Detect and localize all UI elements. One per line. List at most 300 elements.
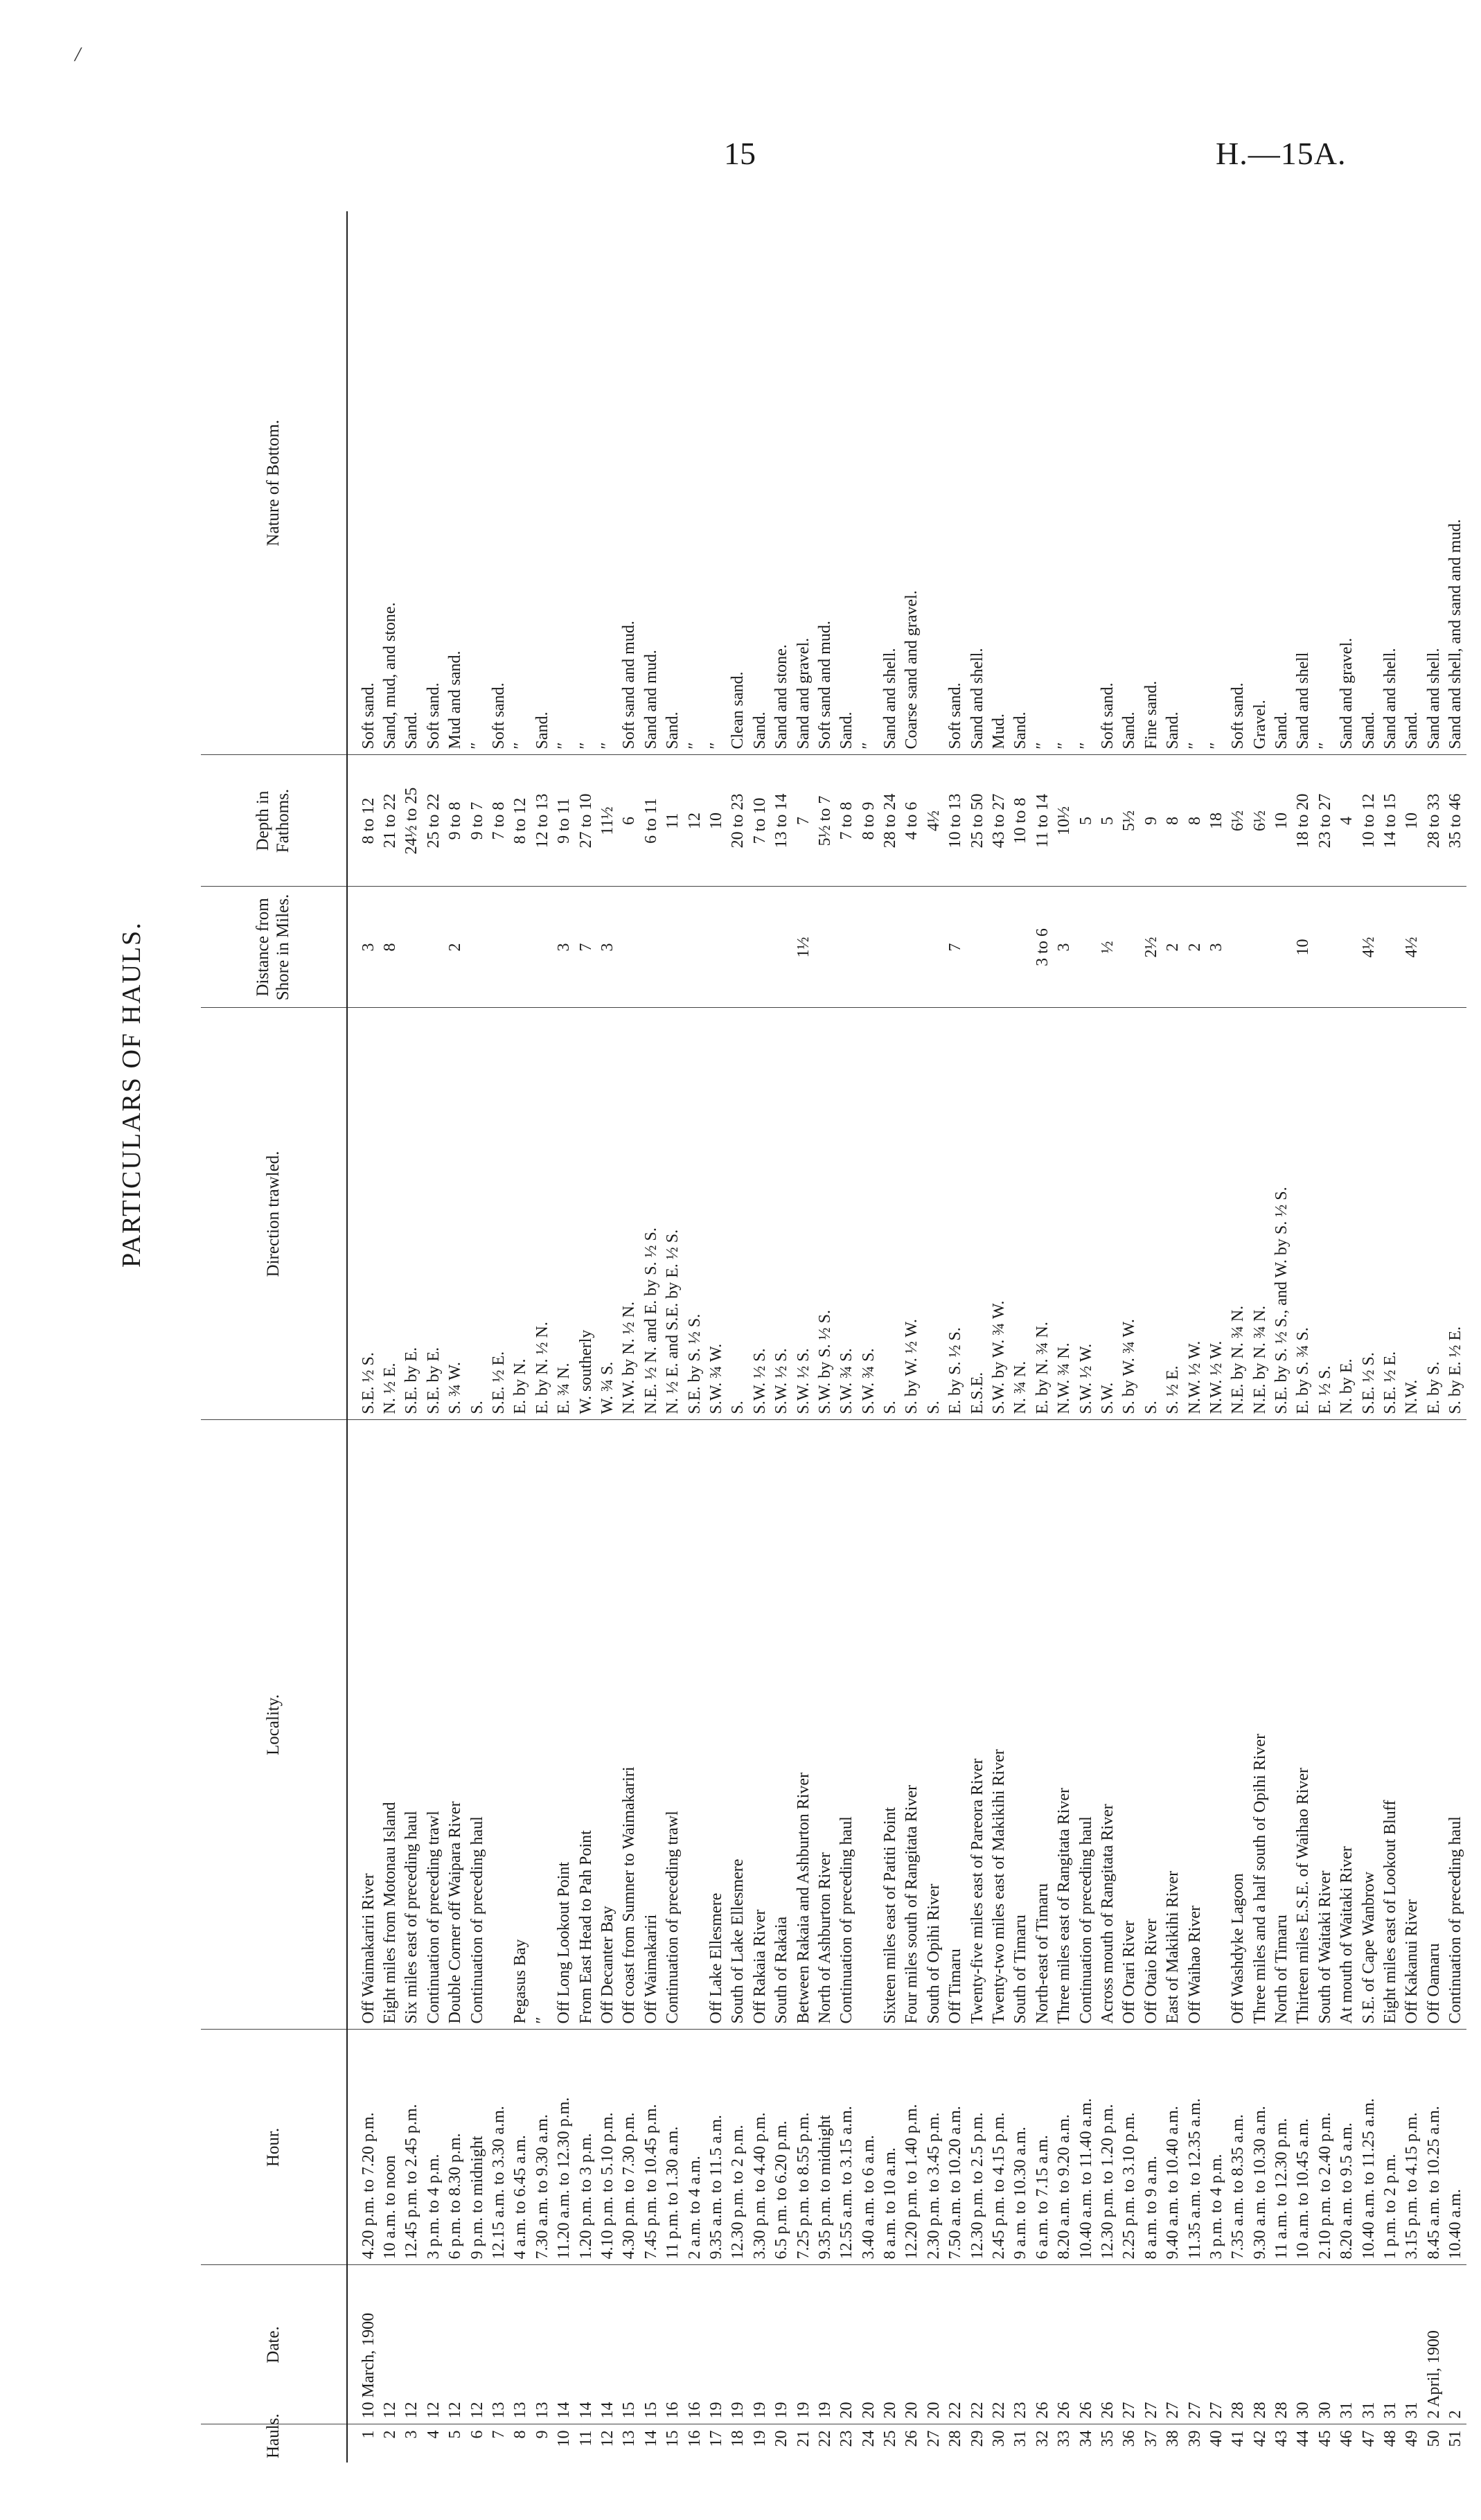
cell-direction: S. ½ E. [1162,1008,1183,1420]
cell-locality: Off Orari River [1119,1420,1140,2030]
cell-depth: 8 to 9 [858,755,879,887]
cell-depth: 28 to 24 [879,755,901,887]
cell-distance: 3 [1205,887,1227,1008]
table-row [727,211,749,2463]
cell-bottom: Soft sand. [423,211,444,755]
cell-locality: South of Waitaki River [1314,1420,1336,2030]
cell-haul: 21 [794,2430,813,2447]
table-row [749,211,770,2463]
cell-direction: E. ½ S. [1314,1008,1336,1420]
cell-haul: 23 [837,2430,856,2447]
cell-haul: 44 [1294,2430,1313,2447]
cell-distance: 3 [347,887,379,1008]
cell-haul: 22 [815,2430,834,2447]
cell-hour: 3 p.m. to 4 p.m. [423,2030,444,2265]
table-row [575,211,596,2463]
cell-bottom: Gravel. [1249,211,1270,755]
cell-distance [1379,887,1401,1008]
cell-date: 10 March, 1900 [347,2265,379,2424]
cell-bottom: Sand. [1270,211,1292,755]
table-row [879,211,901,2463]
cell-bottom: ″ [466,211,488,755]
cell-hour: 4.20 p.m. to 7.20 p.m. [347,2030,379,2265]
table-row [1445,211,1466,2463]
cell-hour: 8.20 a.m. to 9.5 a.m. [1336,2030,1358,2265]
cell-locality: Off Waimakariri River [347,1420,379,2030]
cell-date: 13 [488,2265,509,2424]
table-row [1379,211,1401,2463]
cell-depth: 7 to 8 [836,755,858,887]
cell-direction: S.W. ¾ S. [858,1008,879,1420]
cell-hour: 3 p.m. to 4 p.m. [1205,2030,1227,2265]
cell-hour: 7.25 p.m. to 8.55 p.m. [792,2030,814,2265]
cell-direction: S.W. ½ W. [1075,1008,1097,1420]
cell-date: 20 [901,2265,923,2424]
cell-depth: 5½ [1119,755,1140,887]
table-row [1097,211,1118,2463]
table-row [466,211,488,2463]
cell-locality: Thirteen miles E.S.E. of Waihao River [1293,1420,1314,2030]
cell-hour: 12.30 p.m. to 1.20 p.m. [1097,2030,1118,2265]
cell-hour: 1 p.m. to 2 p.m. [1379,2030,1401,2265]
cell-bottom: Sand. [662,211,683,755]
cell-distance [619,887,640,1008]
cell-direction: S. [1140,1008,1162,1420]
table-row [1249,211,1270,2463]
cell-distance: 4½ [1358,887,1379,1008]
table-row [1205,211,1227,2463]
cell-direction: S. [727,1008,749,1420]
cell-distance [923,887,944,1008]
cell-hour: 7.45 p.m. to 10.45 p.m. [640,2030,662,2265]
cell-depth: 28 to 33 [1423,755,1444,887]
cell-bottom: ″ [1205,211,1227,755]
cell-direction: N.W. ¾ N. [1054,1008,1075,1420]
cell-locality: From East Head to Pah Point [575,1420,596,2030]
cell-locality: Off Washdyke Lagoon [1227,1420,1249,2030]
cell-depth: 8 [1184,755,1205,887]
cell-locality: ″ [531,1420,553,2030]
cell-date: 26 [1054,2265,1075,2424]
cell-hour: 9.35 p.m. to midnight [814,2030,835,2265]
cell-bottom: Soft sand. [1097,211,1118,755]
cell-bottom: Sand and shell. [1423,211,1444,755]
cell-distance [1314,887,1336,1008]
cell-locality: Off coast from Sumner to Waimakariri [619,1420,640,2030]
cell-haul: 43 [1272,2430,1291,2447]
cell-depth: 20 to 23 [727,755,749,887]
cell-depth: 7 to 8 [488,755,509,887]
cell-direction: S. [923,1008,944,1420]
cell-locality: North-east of Timaru [1031,1420,1053,2030]
cell-direction: E. by N. ¾ N. [1031,1008,1053,1420]
cell-date: 19 [792,2265,814,2424]
cell-haul: 37 [1142,2430,1160,2447]
cell-depth: 43 to 27 [988,755,1009,887]
cell-direction: S.E. ½ E. [1379,1008,1401,1420]
cell-locality: Off Decanter Bay [596,1420,618,2030]
table-row [1075,211,1097,2463]
cell-date: 26 [1031,2265,1053,2424]
cell-bottom: Sand, mud, and stone. [379,211,400,755]
cell-hour: 9 p.m. to midnight [466,2030,488,2265]
cell-date: 16 [684,2265,705,2424]
table-row [1270,211,1292,2463]
cell-distance [1010,887,1031,1008]
table-row [662,211,683,2463]
cell-hour: 11.35 a.m. to 12.35 a.m. [1184,2030,1205,2265]
table-row [836,211,858,2463]
cell-bottom: Soft sand and mud. [814,211,835,755]
cell-haul: 28 [946,2430,965,2447]
cell-direction: S.E. ½ S. [347,1008,379,1420]
cell-hour: 8 a.m. to 10 a.m. [879,2030,901,2265]
table-row [553,211,575,2463]
cell-distance: 3 to 6 [1031,887,1053,1008]
cell-direction: N.W. ½ W. [1205,1008,1227,1420]
cell-direction: W. ¾ S. [596,1008,618,1420]
cell-bottom: Coarse sand and gravel. [901,211,923,755]
cell-depth: 8 to 12 [510,755,531,887]
cell-bottom: Soft sand. [1227,211,1249,755]
cell-locality: South of Lake Ellesmere [727,1420,749,2030]
cell-haul: 32 [1033,2430,1052,2447]
cell-hour: 2.45 p.m. to 4.15 p.m. [988,2030,1009,2265]
cell-bottom: Sand and gravel. [1336,211,1358,755]
cell-depth: 23 to 27 [1314,755,1336,887]
cell-distance [1336,887,1358,1008]
cell-haul: 5 [446,2430,465,2439]
cell-hour: 1.20 p.m. to 3 p.m. [575,2030,596,2265]
cell-depth: 10 to 12 [1358,755,1379,887]
cell-locality: Off Waihao River [1184,1420,1205,2030]
cell-haul: 48 [1381,2430,1400,2447]
table-row [1119,211,1140,2463]
cell-haul: 12 [598,2430,617,2447]
cell-locality: Sixteen miles east of Patiti Point [879,1420,901,2030]
cell-distance: 2 [1184,887,1205,1008]
table-row [1010,211,1031,2463]
cell-hour: 2 a.m. to 4 a.m. [684,2030,705,2265]
cell-hour: 10 a.m. to 10.45 a.m. [1293,2030,1314,2265]
cell-depth: 8 [1162,755,1183,887]
cell-depth: 6 to 11 [640,755,662,887]
cell-locality: Off Lake Ellesmere [705,1420,727,2030]
table-row [1054,211,1075,2463]
cell-hour: 3.30 p.m. to 4.40 p.m. [749,2030,770,2265]
cell-distance: 1½ [792,887,814,1008]
cell-date: 20 [879,2265,901,2424]
cell-bottom: Sand. [401,211,423,755]
cell-distance: 8 [379,887,400,1008]
cell-direction: S. [466,1008,488,1420]
header-date: Date. [201,2265,347,2424]
cell-date: 19 [705,2265,727,2424]
cell-hour: 9.30 a.m. to 10.30 a.m. [1249,2030,1270,2265]
cell-date: 12 [423,2265,444,2424]
cell-direction: S. by E. ½ E. [1445,1008,1466,1420]
cell-direction: S. [879,1008,901,1420]
cell-date: 26 [1097,2265,1118,2424]
cell-date: 19 [727,2265,749,2424]
document-reference: H.—15A. [1216,136,1347,171]
cell-direction: N. ½ E. [379,1008,400,1420]
cell-hour: 6.5 p.m. to 6.20 p.m. [770,2030,792,2265]
cell-locality: Off Long Lookout Point [553,1420,575,2030]
cell-date: 27 [1119,2265,1140,2424]
cell-bottom: Sand. [1358,211,1379,755]
cell-direction: S. ¾ W. [445,1008,466,1420]
cell-depth: 8 to 12 [347,755,379,887]
table-row [1140,211,1162,2463]
cell-hour: 10.40 a.m. to 11.25 a.m. [1358,2030,1379,2265]
cell-bottom: ″ [1314,211,1336,755]
cell-date: 22 [966,2265,988,2424]
cell-hour: 10.40 a.m. [1445,2030,1466,2265]
cell-depth: 5 [1075,755,1097,887]
cell-direction: N.W. by N. ½ N. [619,1008,640,1420]
cell-depth: 5 [1097,755,1118,887]
cell-distance [466,887,488,1008]
cell-bottom: Mud. [988,211,1009,755]
cell-bottom: Sand. [1010,211,1031,755]
cell-bottom: ″ [1054,211,1075,755]
cell-bottom: Sand. [749,211,770,755]
cell-bottom: ″ [858,211,879,755]
cell-haul: 39 [1185,2430,1204,2447]
table-row [619,211,640,2463]
cell-date: 26 [1075,2265,1097,2424]
cell-direction: W. southerly [575,1008,596,1420]
cell-distance: 2 [445,887,466,1008]
cell-bottom: Sand and shell, and sand and mud. [1445,211,1466,755]
cell-distance [423,887,444,1008]
cell-distance: 3 [1054,887,1075,1008]
cell-hour: 6 a.m. to 7.15 a.m. [1031,2030,1053,2265]
cell-date: 20 [923,2265,944,2424]
cell-locality: Off Otaio River [1140,1420,1162,2030]
cell-hour: 9.40 a.m. to 10.40 a.m. [1162,2030,1183,2265]
cell-bottom: Sand and shell [1293,211,1314,755]
margin-mark: / [75,43,81,66]
cell-date: 28 [1249,2265,1270,2424]
cell-depth: 6 [619,755,640,887]
cell-hour: 12.30 p.m. to 2 p.m. [727,2030,749,2265]
cell-depth: 9 to 11 [553,755,575,887]
cell-locality: Off Oamaru [1423,1420,1444,2030]
cell-haul: 7 [490,2430,508,2439]
cell-distance: 2 [1162,887,1183,1008]
cell-depth: 10 [1401,755,1423,887]
cell-depth: 10 [1270,755,1292,887]
cell-depth: 9 to 7 [466,755,488,887]
cell-depth: 10 [705,755,727,887]
cell-hour: 11 p.m. to 1.30 a.m. [662,2030,683,2265]
cell-haul: 4 [424,2430,443,2439]
cell-haul: 19 [750,2430,769,2447]
cell-direction: N. ¾ N. [1010,1008,1031,1420]
cell-bottom: Sand and gravel. [792,211,814,755]
cell-direction: S.W. ½ S. [792,1008,814,1420]
cell-locality: North of Ashburton River [814,1420,835,2030]
cell-date: 12 [445,2265,466,2424]
cell-direction: S.E. ½ S. [1358,1008,1379,1420]
cell-date: 15 [640,2265,662,2424]
cell-hour: 2.25 p.m. to 3.10 p.m. [1119,2030,1140,2265]
table-row [1293,211,1314,2463]
cell-hour: 2.10 p.m. to 2.40 p.m. [1314,2030,1336,2265]
cell-distance [836,887,858,1008]
cell-direction: S.E. by E. [401,1008,423,1420]
cell-distance: 3 [596,887,618,1008]
cell-date: 2 [1445,2265,1466,2424]
cell-depth: 11 [662,755,683,887]
cell-bottom: Sand. [1119,211,1140,755]
cell-date: 31 [1358,2265,1379,2424]
cell-hour: 3.40 a.m. to 6 a.m. [858,2030,879,2265]
cell-locality: Continuation of preceding trawl [662,1420,683,2030]
cell-date: 28 [1270,2265,1292,2424]
header-distance: Distance from Shore in Miles. [201,887,347,1008]
cell-locality: Across mouth of Rangitata River [1097,1420,1118,2030]
cell-haul: 34 [1076,2430,1095,2447]
cell-direction: N. ½ E. and S.E. by E. ½ S. [662,1008,683,1420]
table-row [510,211,531,2463]
cell-bottom: Sand. [531,211,553,755]
table-body [347,211,1466,2463]
cell-date: 20 [858,2265,879,2424]
cell-haul: 15 [664,2430,682,2447]
table-row [1358,211,1379,2463]
cell-haul: 1 [359,2430,378,2439]
cell-depth: 7 [792,755,814,887]
cell-direction: S.W. by S. ½ S. [814,1008,835,1420]
cell-hour: 9 a.m. to 10.30 a.m. [1010,2030,1031,2265]
cell-haul: 42 [1250,2430,1269,2447]
cell-distance [901,887,923,1008]
cell-locality: North of Timaru [1270,1420,1292,2030]
table-row [858,211,879,2463]
cell-date: 27 [1140,2265,1162,2424]
cell-locality: Pegasus Bay [510,1420,531,2030]
cell-distance [1075,887,1097,1008]
table-row [640,211,662,2463]
cell-haul: 50 [1424,2430,1443,2447]
header-hauls: Hauls. [201,2424,347,2463]
cell-locality: Four miles south of Rangitata River [901,1420,923,2030]
cell-bottom: ″ [705,211,727,755]
cell-distance [662,887,683,1008]
cell-hour: 12.15 a.m. to 3.30 a.m. [488,2030,509,2265]
cell-haul: 8 [511,2430,530,2439]
cell-bottom: Sand and shell. [1379,211,1401,755]
cell-depth: 18 [1205,755,1227,887]
cell-date: 31 [1379,2265,1401,2424]
cell-direction: E. by N. [510,1008,531,1420]
cell-locality: Off Rakaia River [749,1420,770,2030]
cell-direction: E. by N. ½ N. [531,1008,553,1420]
table-row [705,211,727,2463]
cell-date: 30 [1293,2265,1314,2424]
table-row [1227,211,1249,2463]
cell-hour: 4.10 p.m. to 5.10 p.m. [596,2030,618,2265]
page-number: 15 [724,136,756,171]
cell-direction: E.S.E. [966,1008,988,1420]
cell-direction: S.E. by E. [423,1008,444,1420]
cell-haul: 17 [707,2430,725,2447]
cell-direction: S.W. [1097,1008,1118,1420]
cell-direction: S.W. ¾ W. [705,1008,727,1420]
cell-haul: 18 [729,2430,747,2447]
cell-bottom: ″ [596,211,618,755]
cell-depth: 11½ [596,755,618,887]
cell-date: 15 [619,2265,640,2424]
cell-distance [401,887,423,1008]
cell-direction: S.E. by S. ½ S., and W. by S. ½ S. [1270,1008,1292,1420]
cell-distance [966,887,988,1008]
table-row [814,211,835,2463]
cell-distance: 3 [553,887,575,1008]
cell-date: 12 [379,2265,400,2424]
cell-hour: 7.35 a.m. to 8.35 a.m. [1227,2030,1249,2265]
cell-haul: 9 [533,2430,551,2439]
cell-haul: 13 [620,2430,639,2447]
cell-haul: 14 [641,2430,660,2447]
cell-haul: 36 [1120,2430,1139,2447]
cell-depth: 25 to 22 [423,755,444,887]
cell-distance [1249,887,1270,1008]
cell-haul: 51 [1446,2430,1465,2447]
cell-haul: 25 [881,2430,900,2447]
cell-date: 28 [1227,2265,1249,2424]
cell-date: 22 [945,2265,966,2424]
cell-date: 19 [814,2265,835,2424]
cell-date: 12 [466,2265,488,2424]
cell-haul: 38 [1164,2430,1182,2447]
table-row [988,211,1009,2463]
cell-hour: 12.30 p.m. to 2.5 p.m. [966,2030,988,2265]
cell-depth: 24½ to 25 [401,755,423,887]
header-locality: Locality. [201,1420,347,2030]
cell-distance [988,887,1009,1008]
cell-locality: Continuation of preceding haul [466,1420,488,2030]
cell-bottom: ″ [510,211,531,755]
header-bottom: Nature of Bottom. [201,211,347,755]
cell-depth: 18 to 20 [1293,755,1314,887]
cell-locality [488,1420,509,2030]
cell-bottom: ″ [684,211,705,755]
cell-date: 14 [553,2265,575,2424]
cell-hour: 6 p.m. to 8.30 p.m. [445,2030,466,2265]
cell-hour: 3.15 p.m. to 4.15 p.m. [1401,2030,1423,2265]
cell-bottom: Sand. [836,211,858,755]
cell-haul: 45 [1315,2430,1334,2447]
cell-direction: N.W. ½ W. [1184,1008,1205,1420]
hauls-table-container [201,211,1465,2463]
table-row [445,211,466,2463]
table-row [423,211,444,2463]
cell-haul: 10 [555,2430,574,2447]
cell-haul: 29 [968,2430,986,2447]
cell-depth: 12 to 13 [531,755,553,887]
cell-depth: 25 to 50 [966,755,988,887]
cell-haul: 46 [1338,2430,1356,2447]
cell-locality: South of Rakaia [770,1420,792,2030]
cell-date: 31 [1336,2265,1358,2424]
cell-hour: 11.20 a.m. to 12.30 p.m. [553,2030,575,2265]
cell-date: 27 [1162,2265,1183,2424]
cell-hour: 12.20 p.m. to 1.40 p.m. [901,2030,923,2265]
